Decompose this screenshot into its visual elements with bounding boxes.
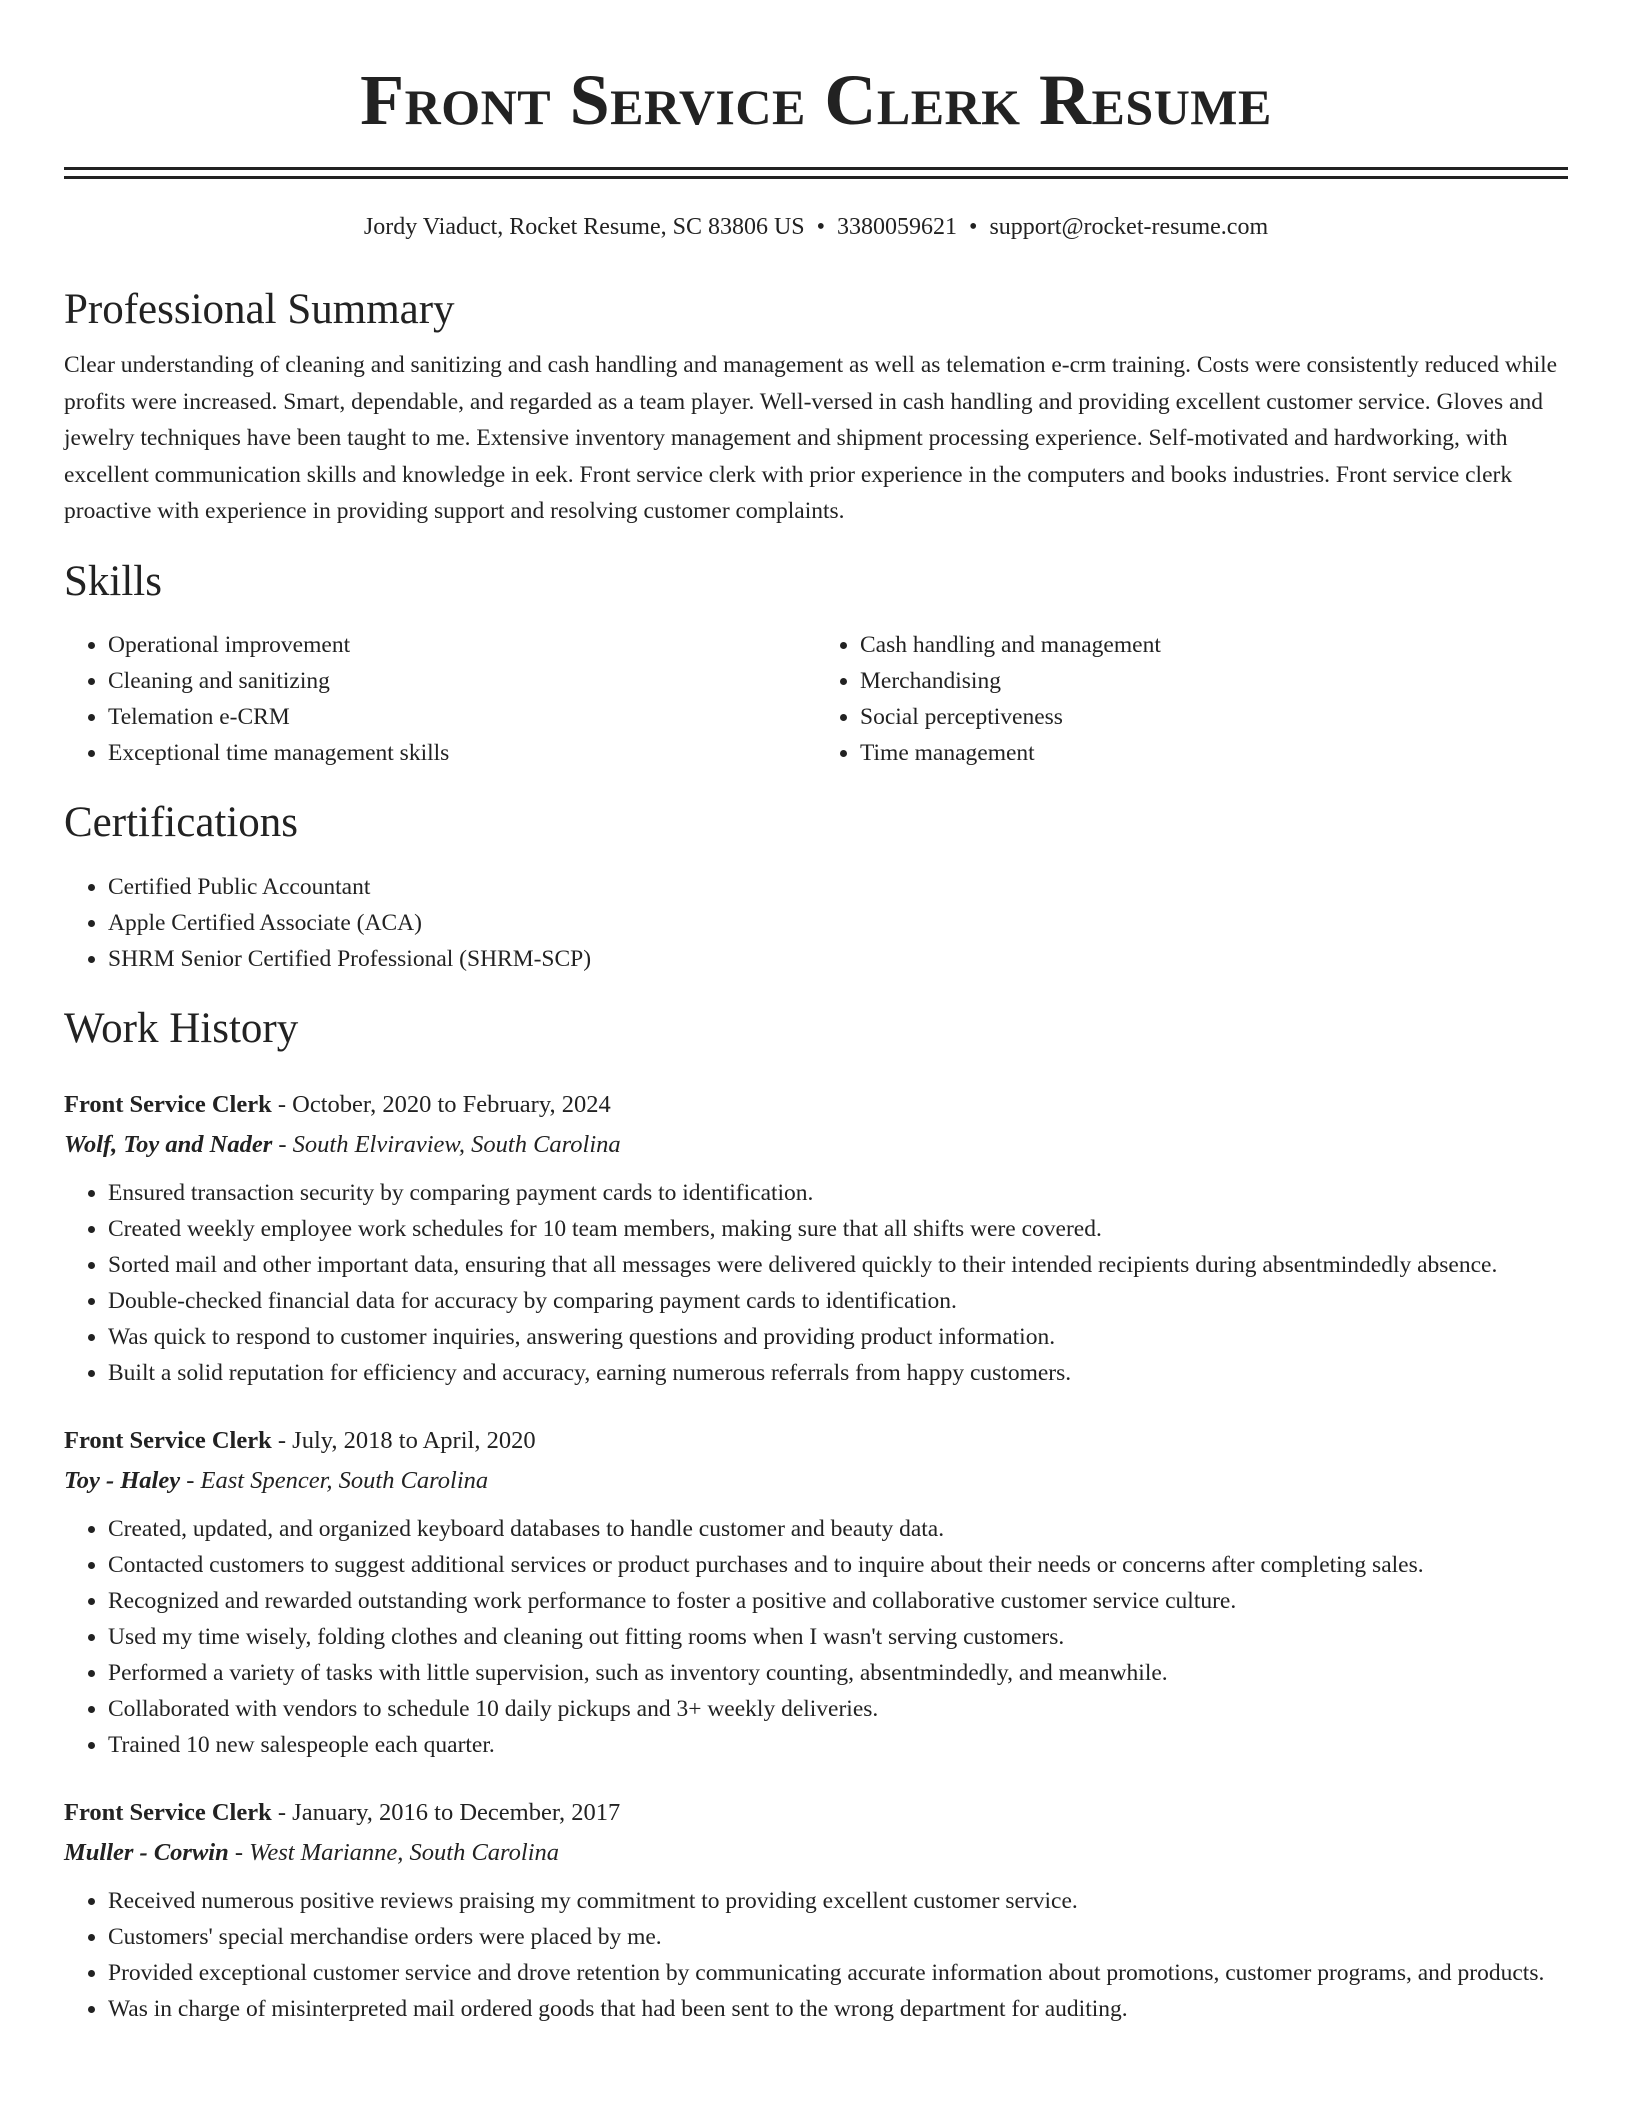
job-company-line [64,1833,1568,1873]
certification-item: • SHRM Senior Certified Professional (SHRM-SCP) [108,941,1568,977]
job-title: Front Service Clerk [64,1426,272,1454]
job-bullet: • Created weekly employee work schedules for 10 team members, making sure that all shifts were covered. [108,1211,1568,1247]
job-bullet: • Was quick to respond to customer inquiries, answering questions and providing product information. [108,1319,1568,1355]
job-dates: - October, 2020 to February, 2024 [271,1090,611,1118]
job-company-line [64,1461,1568,1501]
job-bullet: • Built a solid reputation for efficiency and accuracy, earning numerous referrals from happy customers. [108,1355,1568,1391]
certifications-heading: Certifications [64,799,299,847]
job-bullet: • Performed a variety of tasks with little supervision, such as inventory counting, absentmindedly, and meanwhile. [108,1655,1568,1691]
job-company: Wolf, Toy and Nader [64,1130,273,1158]
skill-item: • Social perceptiveness [860,699,1568,735]
job-bullet: • Was in charge of misinterpreted mail ordered goods that had been sent to the wrong department for auditing. [108,1991,1568,2027]
job-location: - West Marianne, South Carolina [228,1838,560,1866]
skill-item: • Time management [860,735,1568,771]
job-bullet: • Ensured transaction security by comparing payment cards to identification. [108,1175,1568,1211]
skills-heading: Skills [64,557,162,605]
certification-item: • Apple Certified Associate (ACA) [108,905,1568,941]
skills-grid [64,627,1568,771]
certification-item: • Certified Public Accountant [108,869,1568,905]
job-entry [64,1085,1568,1391]
job-title-line [64,1421,1568,1461]
job-dates: - January, 2016 to December, 2017 [271,1798,621,1826]
skill-item: • Merchandising [860,663,1568,699]
job-bullet: • Received numerous positive reviews praising my commitment to providing excellent customer service. [108,1883,1568,1919]
skill-item: • Telemation e-CRM [108,699,816,735]
contact-separator: • [816,214,826,240]
job-entry [64,1421,1568,1763]
title-double-rule [64,167,1568,179]
job-bullet: • Collaborated with vendors to schedule 10 daily pickups and 3+ weekly deliveries. [108,1691,1568,1727]
job-bullets [64,1175,1568,1391]
job-bullet: • Recognized and rewarded outstanding work performance to foster a positive and collaborative customer service culture. [108,1583,1568,1619]
job-bullets [64,1511,1568,1763]
skills-list-left [64,627,816,771]
job-company-line [64,1125,1568,1165]
contact-phone: 3380059621 [837,214,958,240]
skill-item: • Exceptional time management skills [108,735,816,771]
contact-email: support@rocket-resume.com [989,214,1269,240]
skills-list-right [816,627,1568,771]
job-bullet: • Customers' special merchandise orders were placed by me. [108,1919,1568,1955]
job-company: Muller - Corwin [64,1838,229,1866]
job-dates: - July, 2018 to April, 2020 [271,1426,536,1454]
job-title: Front Service Clerk [64,1798,272,1826]
work-history-heading: Work History [64,1005,299,1053]
skill-item: • Cash handling and management [860,627,1568,663]
job-bullet: • Contacted customers to suggest additional services or product purchases and to inquire about their needs or concerns after completing sales. [108,1547,1568,1583]
contact-line [64,213,1568,242]
job-bullet: • Sorted mail and other important data, ensuring that all messages were delivered quickly to their intended recipients during absentmindedly absence. [108,1247,1568,1283]
skill-item: • Operational improvement [108,627,816,663]
job-bullet: • Double-checked financial data for accuracy by comparing payment cards to identification. [108,1283,1568,1319]
job-title-line [64,1793,1568,1833]
contact-address: Jordy Viaduct, Rocket Resume, SC 83806 US [363,214,805,240]
job-location: - East Spencer, South Carolina [180,1466,489,1494]
summary-heading: Professional Summary [64,285,455,333]
job-entry [64,1793,1568,2027]
job-bullet: • Created, updated, and organized keyboard databases to handle customer and beauty data. [108,1511,1568,1547]
skill-item: • Cleaning and sanitizing [108,663,816,699]
job-bullet: • Provided exceptional customer service and drove retention by communicating accurate information about promotions, customer programs, and products. [108,1955,1568,1991]
job-bullets [64,1883,1568,2027]
job-company: Toy - Haley [64,1466,181,1494]
job-title: Front Service Clerk [64,1090,272,1118]
job-title-line [64,1085,1568,1125]
contact-separator: • [969,214,978,240]
page-title: Front Service Clerk Resume [360,60,1272,140]
job-location: - South Elviraview, South Carolina [272,1130,621,1158]
job-bullet: • Used my time wisely, folding clothes and cleaning out fitting rooms when I wasn't serving customers. [108,1619,1568,1655]
summary-text: Clear understanding of cleaning and sanitizing and cash handling and management as well as telemation e-crm training. Costs were consistently reduced while profits were increased. Smart, dependable, and regarded as a team player. Well-versed in cash handling and providing excellent customer service. Gloves and jewelry techniques have been taught to me. Extensive inventory management and shipment processing experience. Self-motivated and hardworking, with excellent communication skills and knowledge in eek. Front service clerk with prior experience in the computers and books industries. Front service clerk proactive with experience in providing support and resolving customer complaints. [64,352,1558,525]
resume-page [64,0,1568,2027]
job-bullet: • Trained 10 new salespeople each quarter. [108,1727,1568,1763]
certifications-list [64,869,1568,977]
